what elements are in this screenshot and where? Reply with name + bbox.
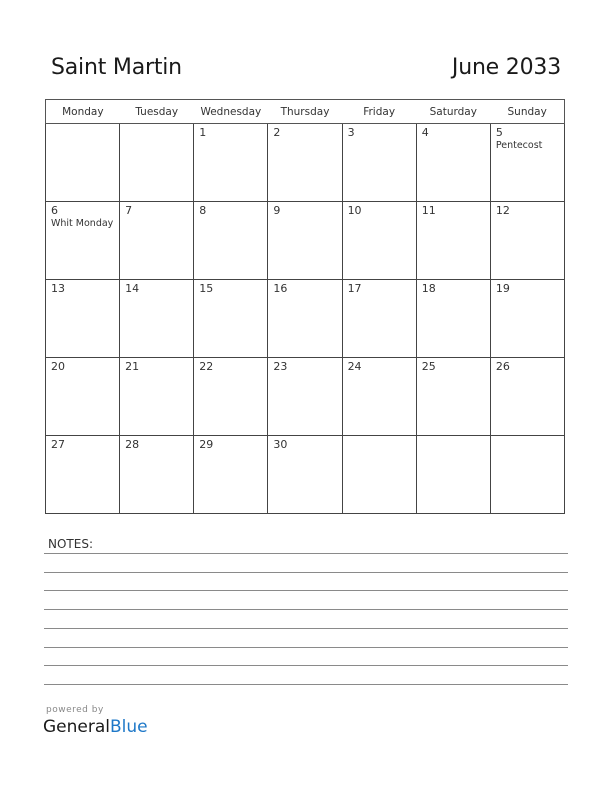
note-line [44,684,568,685]
calendar-day-cell [342,124,416,202]
calendar-day-cell [120,436,194,514]
calendar-day-cell [120,202,194,280]
day-number: 10 [347,204,362,217]
holiday-label: Pentecost [495,140,543,151]
calendar-day-cell [194,280,268,358]
day-number: 8 [199,204,207,217]
day-number: 16 [273,282,288,295]
weekday-header: Thursday [268,100,342,124]
calendar-month-title: June 2033 [451,55,561,80]
note-line [44,665,568,666]
calendar-body [46,124,565,514]
weekday-header: Friday [342,100,416,124]
calendar-day-cell [342,280,416,358]
calendar-day-cell [416,280,490,358]
brand-logo-general: General [43,717,110,737]
calendar-day-cell [268,436,342,514]
calendar-day-cell [490,436,564,514]
powered-by-text: powered by [46,705,104,715]
calendar-day-cell [416,202,490,280]
calendar-day-cell [268,358,342,436]
calendar-day-cell [194,436,268,514]
note-line [44,590,568,591]
calendar-day-cell [416,358,490,436]
weekday-header: Monday [46,100,120,124]
calendar-day-cell [46,436,120,514]
calendar-day-cell [46,358,120,436]
day-number: 7 [125,204,133,217]
weekday-header: Sunday [490,100,564,124]
calendar-week-row [46,124,565,202]
day-number: 26 [495,360,510,373]
brand-logo-blue: Blue [110,717,148,737]
calendar-day-cell [268,202,342,280]
calendar-week-row [46,280,565,358]
calendar-day-cell [416,436,490,514]
note-line [44,553,568,554]
day-number: 5 [495,126,503,139]
calendar-country-title: Saint Martin [51,55,182,80]
calendar-day-cell [46,280,120,358]
calendar-day-cell [194,202,268,280]
day-number: 12 [495,204,510,217]
calendar-week-row [46,202,565,280]
calendar-day-cell [416,124,490,202]
day-number: 11 [421,204,436,217]
day-number: 29 [199,438,214,451]
notes-label: NOTES: [48,537,93,551]
day-number: 20 [51,360,65,373]
day-number: 30 [273,438,288,451]
calendar-day-cell [120,124,194,202]
brand-logo [43,717,148,737]
day-number: 25 [421,360,436,373]
day-number: 19 [495,282,510,295]
day-number: 1 [199,126,207,139]
day-number: 14 [125,282,140,295]
day-number: 23 [273,360,288,373]
calendar-day-cell [342,436,416,514]
calendar-week-row [46,436,565,514]
calendar-day-cell [490,202,564,280]
calendar-day-cell [490,124,564,202]
note-line [44,609,568,610]
day-number: 24 [347,360,362,373]
note-line [44,572,568,573]
calendar-day-cell [268,124,342,202]
calendar-day-cell [342,202,416,280]
day-number: 13 [51,282,65,295]
calendar-day-cell [490,280,564,358]
day-number: 27 [51,438,65,451]
weekday-header: Wednesday [194,100,268,124]
weekday-header: Saturday [416,100,490,124]
holiday-label: Whit Monday [51,218,114,229]
calendar-day-cell [490,358,564,436]
day-number: 6 [51,204,58,217]
note-line [44,647,568,648]
calendar-week-row [46,358,565,436]
calendar-grid [45,99,565,514]
calendar-day-cell [194,124,268,202]
calendar-day-cell [120,280,194,358]
day-number: 28 [125,438,140,451]
calendar-day-cell [120,358,194,436]
day-number: 4 [421,126,429,139]
calendar-day-cell [46,124,120,202]
day-number: 21 [125,360,140,373]
calendar-day-cell [46,202,120,280]
calendar-day-cell [268,280,342,358]
day-number: 17 [347,282,362,295]
day-number: 22 [199,360,214,373]
day-number: 9 [273,204,281,217]
day-number: 2 [273,126,281,139]
day-number: 15 [199,282,214,295]
calendar-day-cell [194,358,268,436]
day-number: 18 [421,282,436,295]
calendar-day-cell [342,358,416,436]
weekday-header-row [46,100,565,124]
note-line [44,628,568,629]
weekday-header: Tuesday [120,100,194,124]
day-number: 3 [347,126,355,139]
